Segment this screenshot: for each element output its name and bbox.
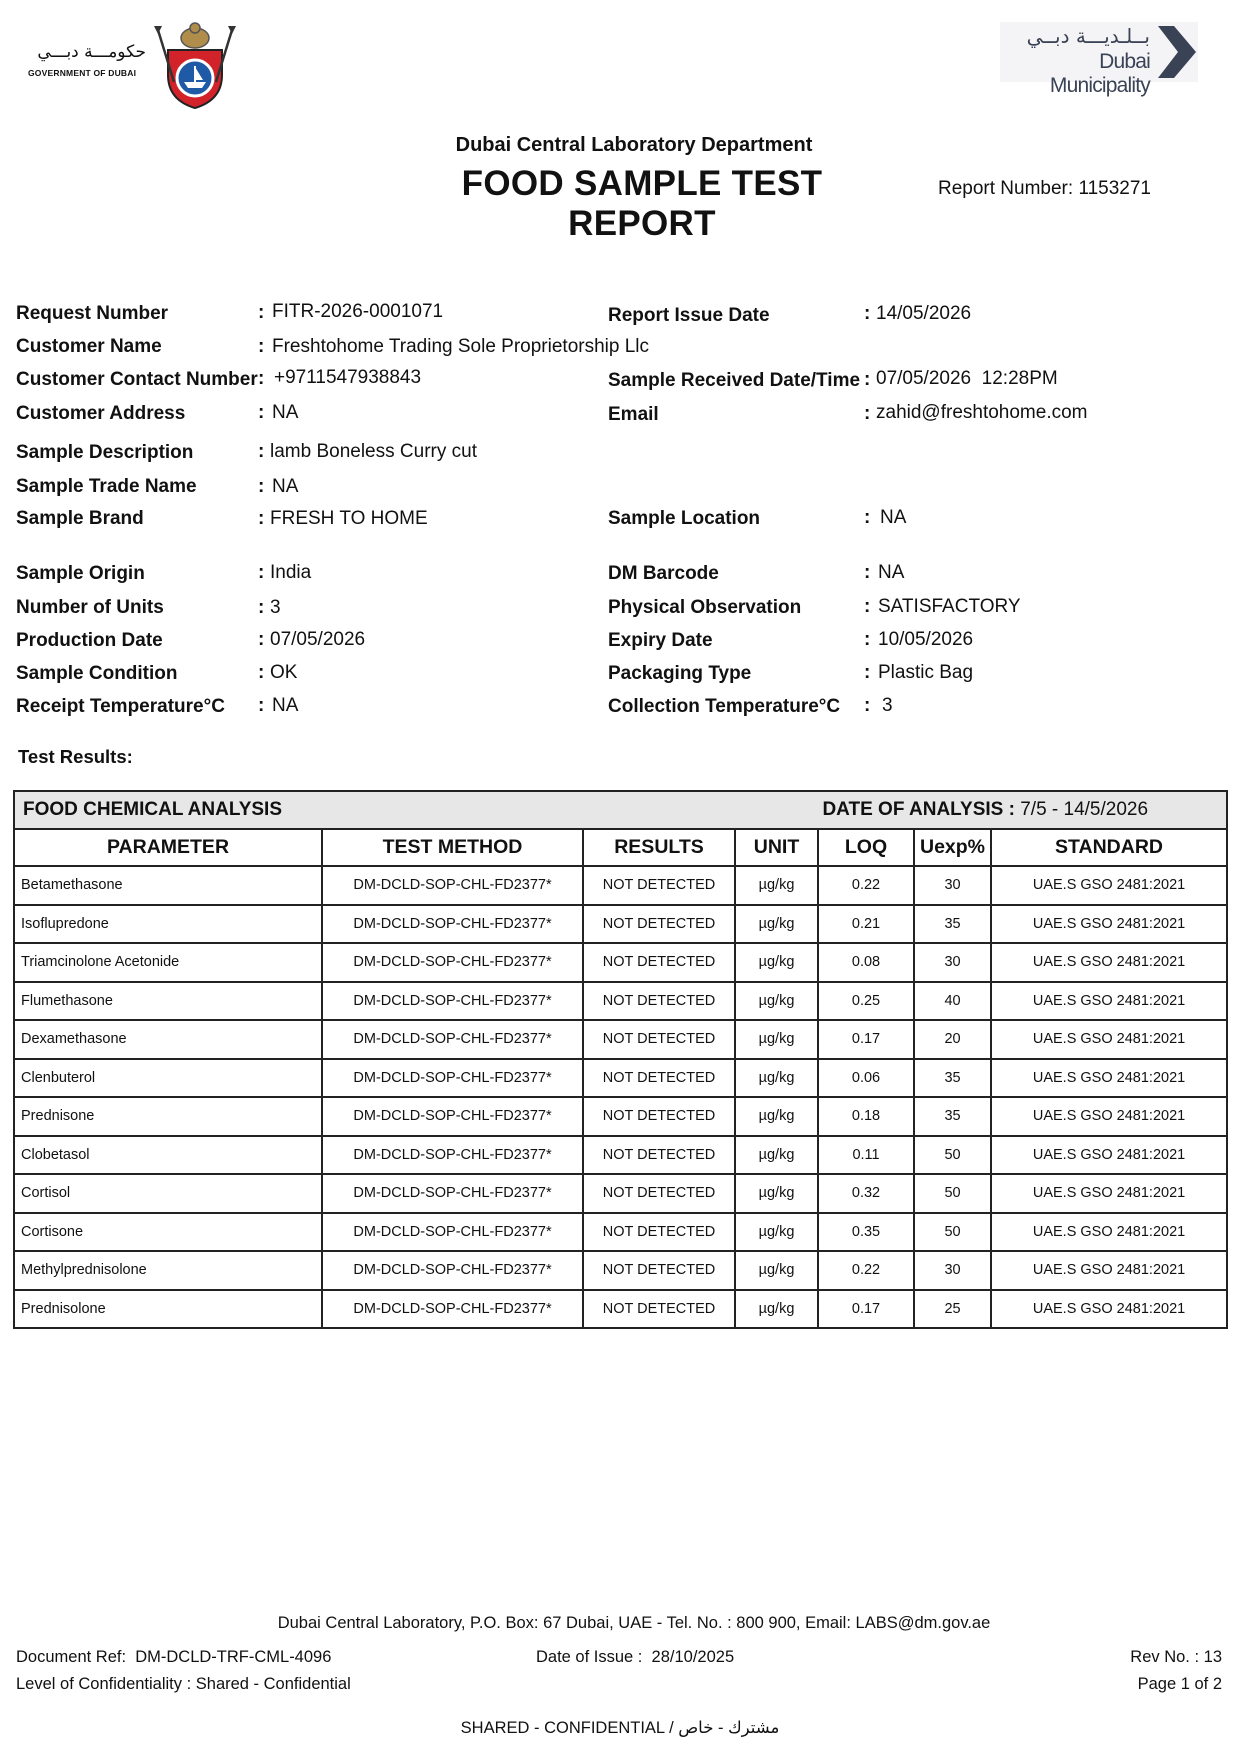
dubai-emblem-icon bbox=[150, 20, 240, 110]
parameter-cell: Cortisone bbox=[14, 1213, 322, 1252]
uexp-cell: 35 bbox=[914, 905, 991, 944]
email-value: zahid@freshtohome.com bbox=[876, 402, 1088, 423]
customer-name-value: Freshtohome Trading Sole Proprietorship Llc bbox=[272, 336, 650, 357]
loq-cell: 0.22 bbox=[818, 1251, 914, 1290]
standard-cell: UAE.S GSO 2481:2021 bbox=[991, 1020, 1227, 1059]
parameter-cell: Cortisol bbox=[14, 1174, 322, 1213]
page-number: Page 1 of 2 bbox=[1137, 1675, 1222, 1693]
dubai-municipality-logo bbox=[1000, 22, 1198, 97]
table-row bbox=[14, 1059, 1227, 1098]
uexp-cell: 30 bbox=[914, 943, 991, 982]
uexp-cell: 40 bbox=[914, 982, 991, 1021]
colon: : bbox=[258, 695, 265, 716]
government-of-dubai-logo bbox=[28, 20, 238, 110]
column-header-test-method: TEST METHOD bbox=[322, 829, 583, 866]
standard-cell: UAE.S GSO 2481:2021 bbox=[991, 1059, 1227, 1098]
column-header-unit: UNIT bbox=[735, 829, 818, 866]
loq-cell: 0.21 bbox=[818, 905, 914, 944]
unit-cell: µg/kg bbox=[735, 1097, 818, 1136]
unit-cell: µg/kg bbox=[735, 1213, 818, 1252]
colon: : bbox=[258, 629, 265, 650]
sample-description-label: Sample Description bbox=[16, 442, 194, 463]
request-number-label: Request Number bbox=[16, 303, 169, 324]
result-cell: NOT DETECTED bbox=[583, 1251, 735, 1290]
section-title: FOOD CHEMICAL ANALYSIS bbox=[14, 791, 735, 829]
production-date-value: 07/05/2026 bbox=[270, 629, 366, 650]
email-label: Email bbox=[608, 404, 659, 425]
colon: : bbox=[258, 302, 265, 323]
sample-trade-name-label: Sample Trade Name bbox=[16, 476, 197, 497]
standard-cell: UAE.S GSO 2481:2021 bbox=[991, 905, 1227, 944]
report-number: Report Number: 1153271 bbox=[938, 178, 1151, 199]
colon: : bbox=[864, 695, 871, 716]
report-issue-date-value: 14/05/2026 bbox=[876, 303, 972, 324]
unit-cell: µg/kg bbox=[735, 1251, 818, 1290]
loq-cell: 0.32 bbox=[818, 1174, 914, 1213]
table-banner-row bbox=[14, 791, 1227, 829]
parameter-cell: Isoflupredone bbox=[14, 905, 322, 944]
loq-cell: 0.22 bbox=[818, 866, 914, 905]
result-cell: NOT DETECTED bbox=[583, 1174, 735, 1213]
result-cell: NOT DETECTED bbox=[583, 1290, 735, 1329]
loq-cell: 0.17 bbox=[818, 1290, 914, 1329]
loq-cell: 0.08 bbox=[818, 943, 914, 982]
test-method-cell: DM-DCLD-SOP-CHL-FD2377* bbox=[322, 1059, 583, 1098]
unit-cell: µg/kg bbox=[735, 1174, 818, 1213]
test-method-cell: DM-DCLD-SOP-CHL-FD2377* bbox=[322, 1097, 583, 1136]
uexp-cell: 50 bbox=[914, 1213, 991, 1252]
confidentiality-level: Level of Confidentiality : Shared - Confidential bbox=[16, 1675, 351, 1693]
loq-cell: 0.35 bbox=[818, 1213, 914, 1252]
uexp-cell: 20 bbox=[914, 1020, 991, 1059]
test-method-cell: DM-DCLD-SOP-CHL-FD2377* bbox=[322, 1174, 583, 1213]
packaging-type-label: Packaging Type bbox=[608, 663, 752, 684]
sample-received-label: Sample Received Date/Time bbox=[608, 370, 861, 391]
sample-received-value: 07/05/2026 12:28PM bbox=[876, 368, 1058, 389]
parameter-cell: Clenbuterol bbox=[14, 1059, 322, 1098]
food-chemical-analysis-table bbox=[13, 790, 1228, 1329]
standard-cell: UAE.S GSO 2481:2021 bbox=[991, 1136, 1227, 1175]
dm-logo-arabic-text: بــلـديـــة دبــي bbox=[1026, 24, 1150, 48]
standard-cell: UAE.S GSO 2481:2021 bbox=[991, 1251, 1227, 1290]
table-row bbox=[14, 1136, 1227, 1175]
loq-cell: 0.25 bbox=[818, 982, 914, 1021]
colon: : bbox=[258, 597, 265, 618]
dm-chevron-icon bbox=[1154, 26, 1198, 78]
physical-observation-label: Physical Observation bbox=[608, 597, 802, 618]
column-header-uexp: Uexp% bbox=[914, 829, 991, 866]
unit-cell: µg/kg bbox=[735, 982, 818, 1021]
collection-temperature-value: 3 bbox=[882, 695, 893, 716]
standard-cell: UAE.S GSO 2481:2021 bbox=[991, 982, 1227, 1021]
colon: : bbox=[258, 508, 265, 529]
colon: : bbox=[258, 368, 265, 389]
result-cell: NOT DETECTED bbox=[583, 982, 735, 1021]
sample-origin-value: India bbox=[270, 562, 312, 583]
test-method-cell: DM-DCLD-SOP-CHL-FD2377* bbox=[322, 1251, 583, 1290]
customer-address-value: NA bbox=[272, 402, 299, 423]
sample-trade-name-value: NA bbox=[272, 476, 299, 497]
unit-cell: µg/kg bbox=[735, 1020, 818, 1059]
customer-contact-value: +9711547938843 bbox=[274, 367, 422, 388]
physical-observation-value: SATISFACTORY bbox=[878, 596, 1021, 617]
parameter-cell: Dexamethasone bbox=[14, 1020, 322, 1059]
test-method-cell: DM-DCLD-SOP-CHL-FD2377* bbox=[322, 1020, 583, 1059]
packaging-type-value: Plastic Bag bbox=[878, 662, 974, 683]
test-method-cell: DM-DCLD-SOP-CHL-FD2377* bbox=[322, 982, 583, 1021]
table-row bbox=[14, 1020, 1227, 1059]
revision-number: Rev No. : 13 bbox=[1130, 1648, 1222, 1666]
uexp-cell: 30 bbox=[914, 1251, 991, 1290]
test-method-cell: DM-DCLD-SOP-CHL-FD2377* bbox=[322, 943, 583, 982]
unit-cell: µg/kg bbox=[735, 1136, 818, 1175]
number-of-units-label: Number of Units bbox=[16, 597, 164, 618]
sample-origin-label: Sample Origin bbox=[16, 563, 145, 584]
colon: : bbox=[864, 303, 871, 324]
report-issue-date-label: Report Issue Date bbox=[608, 305, 770, 326]
colon: : bbox=[258, 476, 265, 497]
result-cell: NOT DETECTED bbox=[583, 905, 735, 944]
uexp-cell: 50 bbox=[914, 1174, 991, 1213]
dm-barcode-value: NA bbox=[878, 562, 905, 583]
column-header-results: RESULTS bbox=[583, 829, 735, 866]
uexp-cell: 50 bbox=[914, 1136, 991, 1175]
column-header-loq: LOQ bbox=[818, 829, 914, 866]
request-number-value: FITR-2026-0001071 bbox=[272, 301, 444, 322]
document-ref: Document Ref: DM-DCLD-TRF-CML-4096 bbox=[16, 1648, 332, 1666]
loq-cell: 0.18 bbox=[818, 1097, 914, 1136]
sample-condition-label: Sample Condition bbox=[16, 663, 178, 684]
customer-contact-label: Customer Contact Number bbox=[16, 369, 258, 390]
customer-name-label: Customer Name bbox=[16, 336, 162, 357]
table-row bbox=[14, 905, 1227, 944]
colon: : bbox=[864, 369, 871, 390]
department-heading: Dubai Central Laboratory Department bbox=[455, 134, 813, 156]
receipt-temperature-value: NA bbox=[272, 695, 299, 716]
table-row bbox=[14, 1213, 1227, 1252]
test-method-cell: DM-DCLD-SOP-CHL-FD2377* bbox=[322, 1213, 583, 1252]
column-header-standard: STANDARD bbox=[991, 829, 1227, 866]
standard-cell: UAE.S GSO 2481:2021 bbox=[991, 1174, 1227, 1213]
sample-brand-value: FRESH TO HOME bbox=[270, 508, 428, 529]
analysis-date bbox=[735, 791, 1227, 829]
result-cell: NOT DETECTED bbox=[583, 1020, 735, 1059]
result-cell: NOT DETECTED bbox=[583, 1213, 735, 1252]
unit-cell: µg/kg bbox=[735, 1290, 818, 1329]
table-row bbox=[14, 1251, 1227, 1290]
test-method-cell: DM-DCLD-SOP-CHL-FD2377* bbox=[322, 1136, 583, 1175]
colon: : bbox=[864, 596, 871, 617]
parameter-cell: Flumethasone bbox=[14, 982, 322, 1021]
colon: : bbox=[258, 562, 265, 583]
standard-cell: UAE.S GSO 2481:2021 bbox=[991, 866, 1227, 905]
table-row bbox=[14, 1290, 1227, 1329]
receipt-temperature-label: Receipt Temperature°C bbox=[16, 696, 225, 717]
colon: : bbox=[258, 441, 265, 462]
test-method-cell: DM-DCLD-SOP-CHL-FD2377* bbox=[322, 1290, 583, 1329]
test-method-cell: DM-DCLD-SOP-CHL-FD2377* bbox=[322, 905, 583, 944]
parameter-cell: Betamethasone bbox=[14, 866, 322, 905]
table-row bbox=[14, 982, 1227, 1021]
table-row bbox=[14, 943, 1227, 982]
standard-cell: UAE.S GSO 2481:2021 bbox=[991, 1097, 1227, 1136]
unit-cell: µg/kg bbox=[735, 905, 818, 944]
date-of-issue: Date of Issue : 28/10/2025 bbox=[536, 1648, 735, 1666]
sample-brand-label: Sample Brand bbox=[16, 508, 144, 529]
table-header-row bbox=[14, 829, 1227, 866]
unit-cell: µg/kg bbox=[735, 1059, 818, 1098]
uexp-cell: 30 bbox=[914, 866, 991, 905]
colon: : bbox=[864, 507, 871, 528]
colon: : bbox=[864, 662, 871, 683]
result-cell: NOT DETECTED bbox=[583, 1097, 735, 1136]
table-row bbox=[14, 1174, 1227, 1213]
gov-logo-english-text: GOVERNMENT OF DUBAI bbox=[28, 68, 137, 78]
result-cell: NOT DETECTED bbox=[583, 1059, 735, 1098]
sample-condition-value: OK bbox=[270, 662, 298, 683]
unit-cell: µg/kg bbox=[735, 943, 818, 982]
sample-location-label: Sample Location bbox=[608, 508, 761, 529]
footer-address: Dubai Central Laboratory, P.O. Box: 67 Dubai, UAE - Tel. No. : 800 900, Email: LABS@dm.gov.ae bbox=[277, 1614, 991, 1632]
colon: : bbox=[258, 662, 265, 683]
dm-logo-english-text: Dubai Municipality bbox=[1049, 50, 1150, 97]
sample-location-value: NA bbox=[880, 507, 907, 528]
parameter-cell: Methylprednisolone bbox=[14, 1251, 322, 1290]
result-cell: NOT DETECTED bbox=[583, 866, 735, 905]
analysis-date-value: 7/5 - 14/5/2026 bbox=[1020, 799, 1149, 820]
uexp-cell: 25 bbox=[914, 1290, 991, 1329]
colon: : bbox=[258, 402, 265, 423]
standard-cell: UAE.S GSO 2481:2021 bbox=[991, 943, 1227, 982]
gov-logo-arabic-text: حكومـــة دبـــي bbox=[37, 42, 146, 62]
sample-description-value: lamb Boneless Curry cut bbox=[270, 441, 477, 462]
colon: : bbox=[258, 336, 265, 357]
loq-cell: 0.17 bbox=[818, 1020, 914, 1059]
colon: : bbox=[864, 629, 871, 650]
standard-cell: UAE.S GSO 2481:2021 bbox=[991, 1213, 1227, 1252]
parameter-cell: Prednisone bbox=[14, 1097, 322, 1136]
production-date-label: Production Date bbox=[16, 630, 163, 651]
result-cell: NOT DETECTED bbox=[583, 1136, 735, 1175]
table-row bbox=[14, 1097, 1227, 1136]
shared-confidential-marking: SHARED - CONFIDENTIAL / مشترك - خاص bbox=[460, 1719, 780, 1737]
collection-temperature-label: Collection Temperature°C bbox=[608, 696, 841, 717]
number-of-units-value: 3 bbox=[270, 597, 281, 618]
standard-cell: UAE.S GSO 2481:2021 bbox=[991, 1290, 1227, 1329]
report-title: FOOD SAMPLE TEST REPORT bbox=[461, 164, 823, 243]
dm-barcode-label: DM Barcode bbox=[608, 563, 719, 584]
expiry-date-value: 10/05/2026 bbox=[878, 629, 974, 650]
customer-address-label: Customer Address bbox=[16, 403, 186, 424]
result-cell: NOT DETECTED bbox=[583, 943, 735, 982]
uexp-cell: 35 bbox=[914, 1097, 991, 1136]
parameter-cell: Triamcinolone Acetonide bbox=[14, 943, 322, 982]
test-method-cell: DM-DCLD-SOP-CHL-FD2377* bbox=[322, 866, 583, 905]
analysis-date-label: DATE OF ANALYSIS : bbox=[822, 799, 1021, 820]
expiry-date-label: Expiry Date bbox=[608, 630, 713, 651]
unit-cell: µg/kg bbox=[735, 866, 818, 905]
table-row bbox=[14, 866, 1227, 905]
test-results-heading: Test Results: bbox=[18, 746, 133, 767]
colon: : bbox=[864, 403, 871, 424]
loq-cell: 0.06 bbox=[818, 1059, 914, 1098]
loq-cell: 0.11 bbox=[818, 1136, 914, 1175]
colon: : bbox=[864, 562, 871, 583]
parameter-cell: Clobetasol bbox=[14, 1136, 322, 1175]
column-header-parameter: PARAMETER bbox=[14, 829, 322, 866]
uexp-cell: 35 bbox=[914, 1059, 991, 1098]
parameter-cell: Prednisolone bbox=[14, 1290, 322, 1329]
